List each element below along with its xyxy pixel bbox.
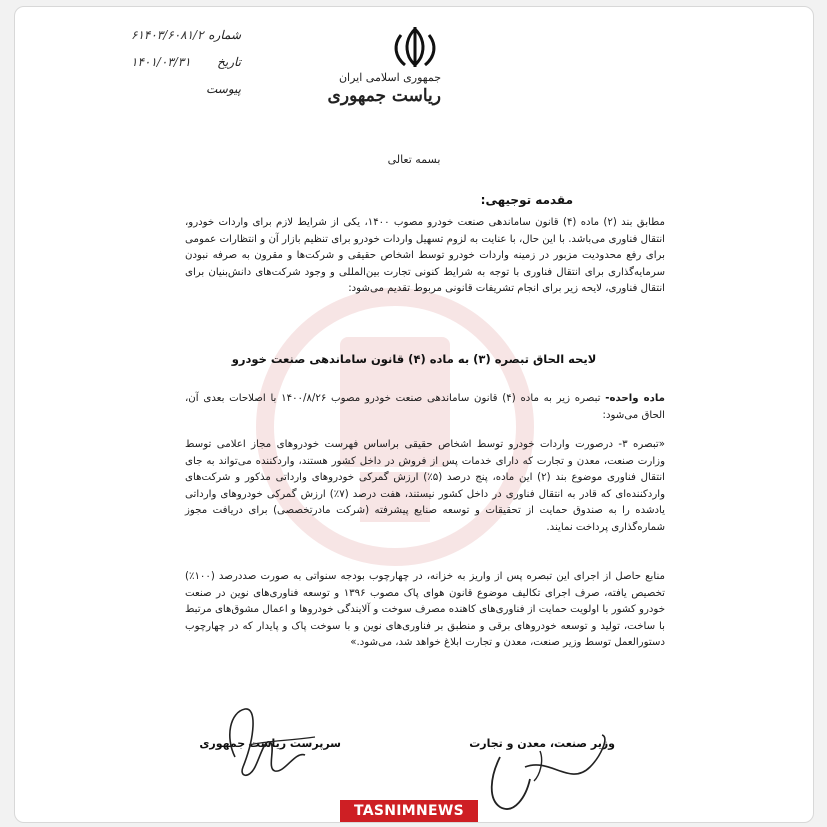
article-paragraph <box>185 391 665 424</box>
number-value: ۶۱۴۰۳/۶۰۸۱/۲ <box>131 27 204 42</box>
bill-title: لایحه الحاق تبصره (۳) به ماده (۴) قانون ساماندهی صنعت خودرو <box>231 352 597 366</box>
org-line-1: جمهوری اسلامی ایران <box>338 71 441 84</box>
minister-title: وزیر صنعت، معدن و تجارت <box>469 737 615 750</box>
meta-number-row <box>131 21 241 48</box>
meta-attachment-row <box>131 75 241 102</box>
tasnim-news-logo: TASNIMNEWS <box>340 800 478 822</box>
organization-name <box>328 71 441 106</box>
intro-paragraph: مطابق بند (۲) ماده (۴) قانون ساماندهی صنعت خودرو مصوب ۱۴۰۰، یکی از شرایط لازم برای واردات خودرو، انتقال فناوری می‌باشد. با این حال، با عنایت به لزوم تسهیل واردات خودرو برای تنظیم بازار آن و انتظارات عمومی برای رفع محدودیت مزبور در زمینه واردات خودرو توسط اشخاص حقیقی و شرکت‌ها و مقرون به صرفه نبودن سرمایه‌گذاری برای انتقال فناوری با توجه به شرایط کنونی تجارت بین‌المللی و وجود شرکت‌های دانش‌بنیان برای انتقال فناوری، لایحه زیر برای انجام تشریفات قانونی مربوط تقدیم می‌شود: <box>185 217 665 294</box>
attachment-label: پیوست <box>206 81 241 96</box>
date-label: تاریخ <box>217 54 241 69</box>
official-letter <box>15 7 813 822</box>
letter-meta <box>131 21 241 102</box>
bismillah: بسمه تعالی <box>387 153 441 166</box>
revenue-paragraph: منابع حاصل از اجرای این تبصره پس از واریز به خزانه، در چهارچوب بودجه سنواتی به صورت صددرصد (۱۰۰٪) تخصیص یافته، صرف اجرای تکالیف موضوع قانون هوای پاک مصوب ۱۳۹۶ و توسعه فناوری‌های نوین در صنعت خودرو کشور با اولویت حمایت از فناوری‌های کاهنده مصرف سوخت و آلایندگی خودروها و اعمال مشوق‌های مرتبط با ساخت، تولید و توسعه خودروهای برقی و منطبق بر فناوری‌های نوین و با سوخت پاک و پایدار که در چهارچوب دستورالعمل توسط وزیر صنعت، معدن و تجارت ابلاغ خواهد شد، می‌شود.» <box>185 571 665 648</box>
minister-signature <box>470 727 630 817</box>
acting-president-signature <box>205 697 335 787</box>
note-paragraph: «تبصره ۳- درصورت واردات خودرو توسط اشخاص حقیقی براساس فهرست خودروهای مجاز اعلامی توسط وزارت صنعت، معدن و تجارت که دارای خدمات پس از فروش در داخل کشور هستند، واردکننده می‌تواند به جای انتقال فناوری موضوع بند (۲) این ماده، پنج درصد (۵٪) ارزش گمرکی خودروهای وارداتی مذکور و شرکت‌های واردکننده‌ای که قادر به انتقال فناوری در داخل کشور نیستند، هفت درصد (۷٪) ارزش گمرکی خودروهای وارداتی یادشده را به صندوق حمایت از تحقیقات و توسعه صنایع پیشرفته (شرکت مادرتخصصی) برای دریافت مجوز شماره‌گذاری پرداخت نمایند. <box>185 439 665 533</box>
article-text: تبصره زیر به ماده (۴) قانون ساماندهی صنعت خودرو مصوب ۱۴۰۰/۸/۲۶ با اصلاحات بعدی آن، الحاق می‌شود: <box>185 393 665 421</box>
intro-heading: مقدمه توجیهی: <box>480 193 573 207</box>
org-line-2: ریاست جمهوری <box>327 86 441 106</box>
meta-date-row <box>131 48 241 75</box>
acting-president-title: سرپرست ریاست جمهوری <box>199 737 341 750</box>
number-label: شماره <box>208 27 241 42</box>
iran-emblem-icon <box>387 25 443 69</box>
document-frame <box>14 6 814 823</box>
date-value: ۱۴۰۱/۰۳/۳۱ <box>131 54 191 69</box>
article-label: ماده واحده- <box>605 393 665 404</box>
